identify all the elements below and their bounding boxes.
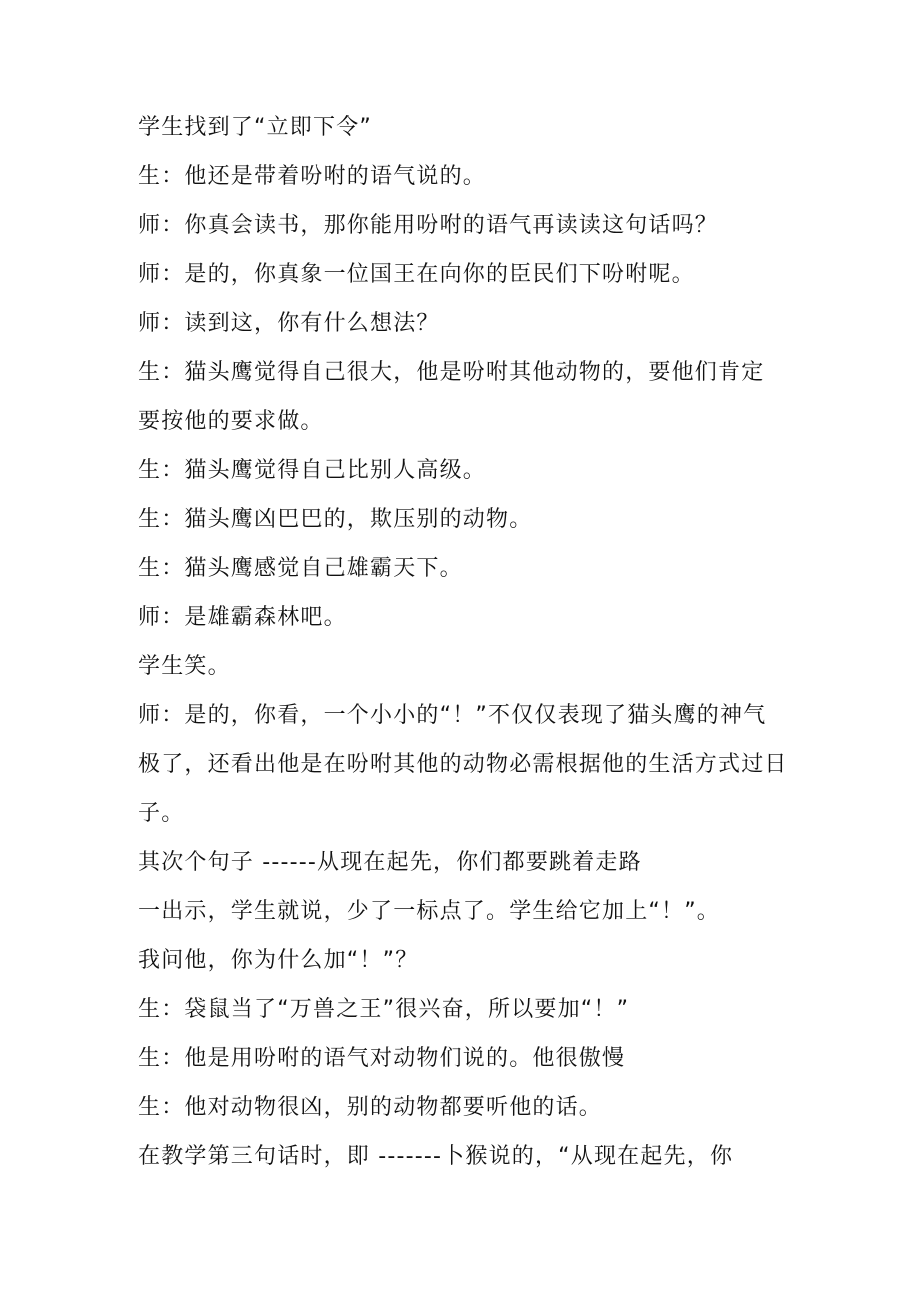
text-line: 学生笑。: [138, 654, 231, 679]
document-body: [138, 103, 798, 1181]
text-line: 师：是雄霸森林吧。: [138, 605, 347, 630]
text-line: 生：他对动物很凶，别的动物都要听他的话。: [138, 1095, 603, 1120]
text-line: 师：是的，你真象一位国王在向你的臣民们下吩咐呢。: [138, 262, 695, 287]
text-line: 其次个句子 ------从现在起先，你们都要跳着走路: [138, 850, 642, 875]
text-line: 生：猫头鹰凶巴巴的，欺压别的动物。: [138, 507, 533, 532]
text-line: 学生找到了“立即下令”: [138, 115, 372, 140]
text-line: 生：猫头鹰觉得自己很大，他是吩咐其他动物的，要他们肯定: [138, 360, 765, 385]
text-line: 生：他是用吩咐的语气对动物们说的。他很傲慢: [138, 1046, 626, 1071]
text-line: 生：猫头鹰觉得自己比别人高级。: [138, 458, 487, 483]
text-line: 生：袋鼠当了“万兽之王”很兴奋，所以要加“！”: [138, 997, 630, 1022]
text-line: 在教学第三句话时，即 -------卜猴说的，“从现在起先，你: [138, 1144, 734, 1169]
text-line: 子。: [138, 801, 185, 826]
text-line: 师：你真会读书，那你能用吩咐的语气再读读这句话吗？: [138, 213, 719, 238]
text-line: 极了，还看出他是在吩咐其他的动物必需根据他的生活方式过日: [138, 752, 788, 777]
text-line: 要按他的要求做。: [138, 409, 324, 434]
text-line: 生：他还是带着吩咐的语气说的。: [138, 164, 487, 189]
text-line: 一出示，学生就说，少了一标点了。学生给它加上“！”。: [138, 899, 720, 924]
text-line: 我问他，你为什么加“！”？: [138, 948, 419, 973]
text-line: 生：猫头鹰感觉自己雄霸天下。: [138, 556, 463, 581]
text-line: 师：读到这，你有什么想法？: [138, 311, 440, 336]
text-line: 师：是的，你看，一个小小的“！”不仅仅表现了猫头鹰的神气: [138, 703, 767, 728]
